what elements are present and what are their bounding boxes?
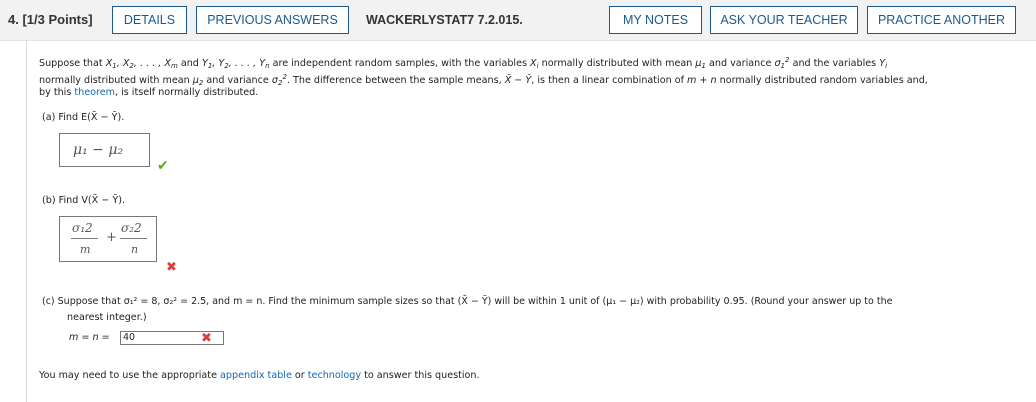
part-b-answer-box <box>59 216 157 262</box>
part-b-denominator-2: n <box>131 243 139 256</box>
part-a-answer-box <box>59 133 150 167</box>
intro-text: Suppose that <box>39 58 106 69</box>
intro-text: , is then a linear combination of <box>531 75 687 86</box>
checkmark-icon: ✔ <box>157 158 169 174</box>
footer-text: You may need to use the appropriate <box>39 370 221 381</box>
intro-text: . The difference between the sample means, <box>286 75 505 86</box>
footer-note <box>39 368 480 384</box>
intro-text: normally distributed with mean <box>39 75 193 86</box>
footer-text: or <box>291 370 308 381</box>
part-b-numerator-2: σ₂2 <box>121 221 142 235</box>
intro-line-1: Suppose that $X_1$, $X_2$, . . . , $X_m$ and $Y_1$, $Y_2$, . . . , $Y_n$ are independent random samples, with the variables $X_i$ normally distributed with mean $\mu_1$ and variance $\sigma_1^2$ and the variables $Y_i$ <box>39 56 888 70</box>
part-c-prompt-line-2: nearest integer.) <box>67 312 147 323</box>
sample-size-input[interactable]: 40 <box>120 331 224 345</box>
intro-text: and variance <box>705 58 775 69</box>
part-c-prompt-line-1: (c) Suppose that σ₁² = 8, σ₂² = 2.5, and m = n. Find the minimum sample sizes so that (X̄ − Ȳ) will be within 1 unit of (μ₁ − μ₂) with probability 0.95. (Round your answer up to the <box>42 296 893 307</box>
question-header <box>0 0 1036 41</box>
ask-your-teacher-button[interactable]: ASK YOUR TEACHER <box>710 6 858 34</box>
my-notes-button[interactable]: MY NOTES <box>609 6 702 34</box>
details-button[interactable]: DETAILS <box>112 6 187 34</box>
part-c-input-label: m = n = <box>69 332 110 343</box>
part-a-prompt: (a) Find E(X̄ − Ȳ). <box>42 112 125 123</box>
theorem-link[interactable]: theorem <box>74 87 115 98</box>
part-a-answer: μ₁ − μ₂ <box>73 142 124 158</box>
intro-text: are independent random samples, with the variables <box>269 58 531 69</box>
question-id: WACKERLYSTAT7 7.2.015. <box>366 13 523 27</box>
question-number: 4. [1/3 Points] <box>8 12 93 27</box>
fraction-bar <box>120 238 147 239</box>
question-body <box>26 40 1036 402</box>
intro-text: by this <box>39 87 75 98</box>
fraction-bar <box>71 238 98 239</box>
intro-text: , is itself normally distributed. <box>114 87 259 98</box>
intro-line-3 <box>39 85 258 101</box>
intro-text: and the variables <box>789 58 880 69</box>
incorrect-x-icon: ✖ <box>166 260 177 275</box>
footer-text: to answer this question. <box>361 370 480 381</box>
intro-text: normally distributed random variables and, <box>716 75 928 86</box>
part-b-numerator-1: σ₁2 <box>72 221 93 235</box>
previous-answers-button[interactable]: PREVIOUS ANSWERS <box>196 6 349 34</box>
part-b-plus: + <box>106 230 117 245</box>
part-b-denominator-1: m <box>80 243 91 256</box>
technology-link[interactable]: technology <box>307 370 362 381</box>
intro-text: and <box>177 58 202 69</box>
part-b-prompt: (b) Find V(X̄ − Ȳ). <box>42 195 125 206</box>
practice-another-button[interactable]: PRACTICE ANOTHER <box>867 6 1016 34</box>
intro-text: normally distributed with mean <box>538 58 696 69</box>
intro-line-2: normally distributed with mean $\mu_2$ and variance $\sigma_2^2$. The difference between the sample means, X̄ − Ȳ, is then a linear combination of m + n normally distributed random variables and, <box>39 73 928 87</box>
incorrect-x-icon: ✖ <box>201 331 212 346</box>
appendix-link[interactable]: appendix table <box>220 370 292 381</box>
intro-text: and variance <box>203 75 272 86</box>
